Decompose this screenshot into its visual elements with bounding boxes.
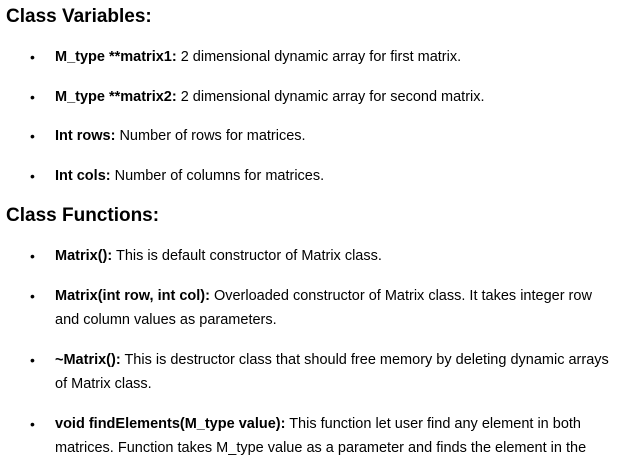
list-item-text: [55, 412, 615, 460]
bullet: •: [30, 168, 35, 184]
item-description: Overloaded constructor of Matrix class. It takes integer row and column values as parameters.: [55, 288, 592, 328]
item-term: M_type **matrix1:: [55, 49, 177, 65]
bullet: •: [30, 248, 35, 264]
list-item-text: [55, 45, 615, 69]
item-term: Matrix(int row, int col):: [55, 288, 210, 304]
list-item-text: [55, 124, 615, 148]
list-item-text: [55, 85, 615, 109]
bullet: •: [30, 89, 35, 105]
list-item-text: [55, 244, 615, 268]
bullet: •: [30, 128, 35, 144]
item-term: Matrix():: [55, 248, 113, 264]
item-term: Int cols:: [55, 168, 111, 184]
bullet: •: [30, 288, 35, 304]
section-heading-class-variables: Class Variables:: [6, 6, 152, 27]
item-description: Number of rows for matrices.: [115, 128, 306, 144]
item-description: 2 dimensional dynamic array for second matrix.: [176, 89, 485, 105]
item-term: void findElements(M_type value):: [55, 416, 286, 432]
item-description: Number of columns for matrices.: [110, 168, 325, 184]
item-term: M_type **matrix2:: [55, 89, 177, 105]
list-item-text: [55, 348, 615, 396]
bullet: •: [30, 352, 35, 368]
list-item-text: [55, 164, 615, 188]
bullet: •: [30, 49, 35, 65]
item-description: 2 dimensional dynamic array for first matrix.: [176, 49, 462, 65]
section-heading-class-functions: Class Functions:: [6, 205, 160, 226]
item-description: This is destructor class that should free memory by deleting dynamic arrays of Matrix class.: [55, 352, 609, 392]
bullet: •: [30, 416, 35, 432]
item-term: Int rows:: [55, 128, 116, 144]
list-item-text: [55, 284, 615, 332]
item-term: ~Matrix():: [55, 352, 121, 368]
item-description: This is default constructor of Matrix class.: [112, 248, 382, 264]
item-description: This function let user find any element in both matrices. Function takes M_type value as a parameter and finds the element in the: [55, 416, 587, 456]
